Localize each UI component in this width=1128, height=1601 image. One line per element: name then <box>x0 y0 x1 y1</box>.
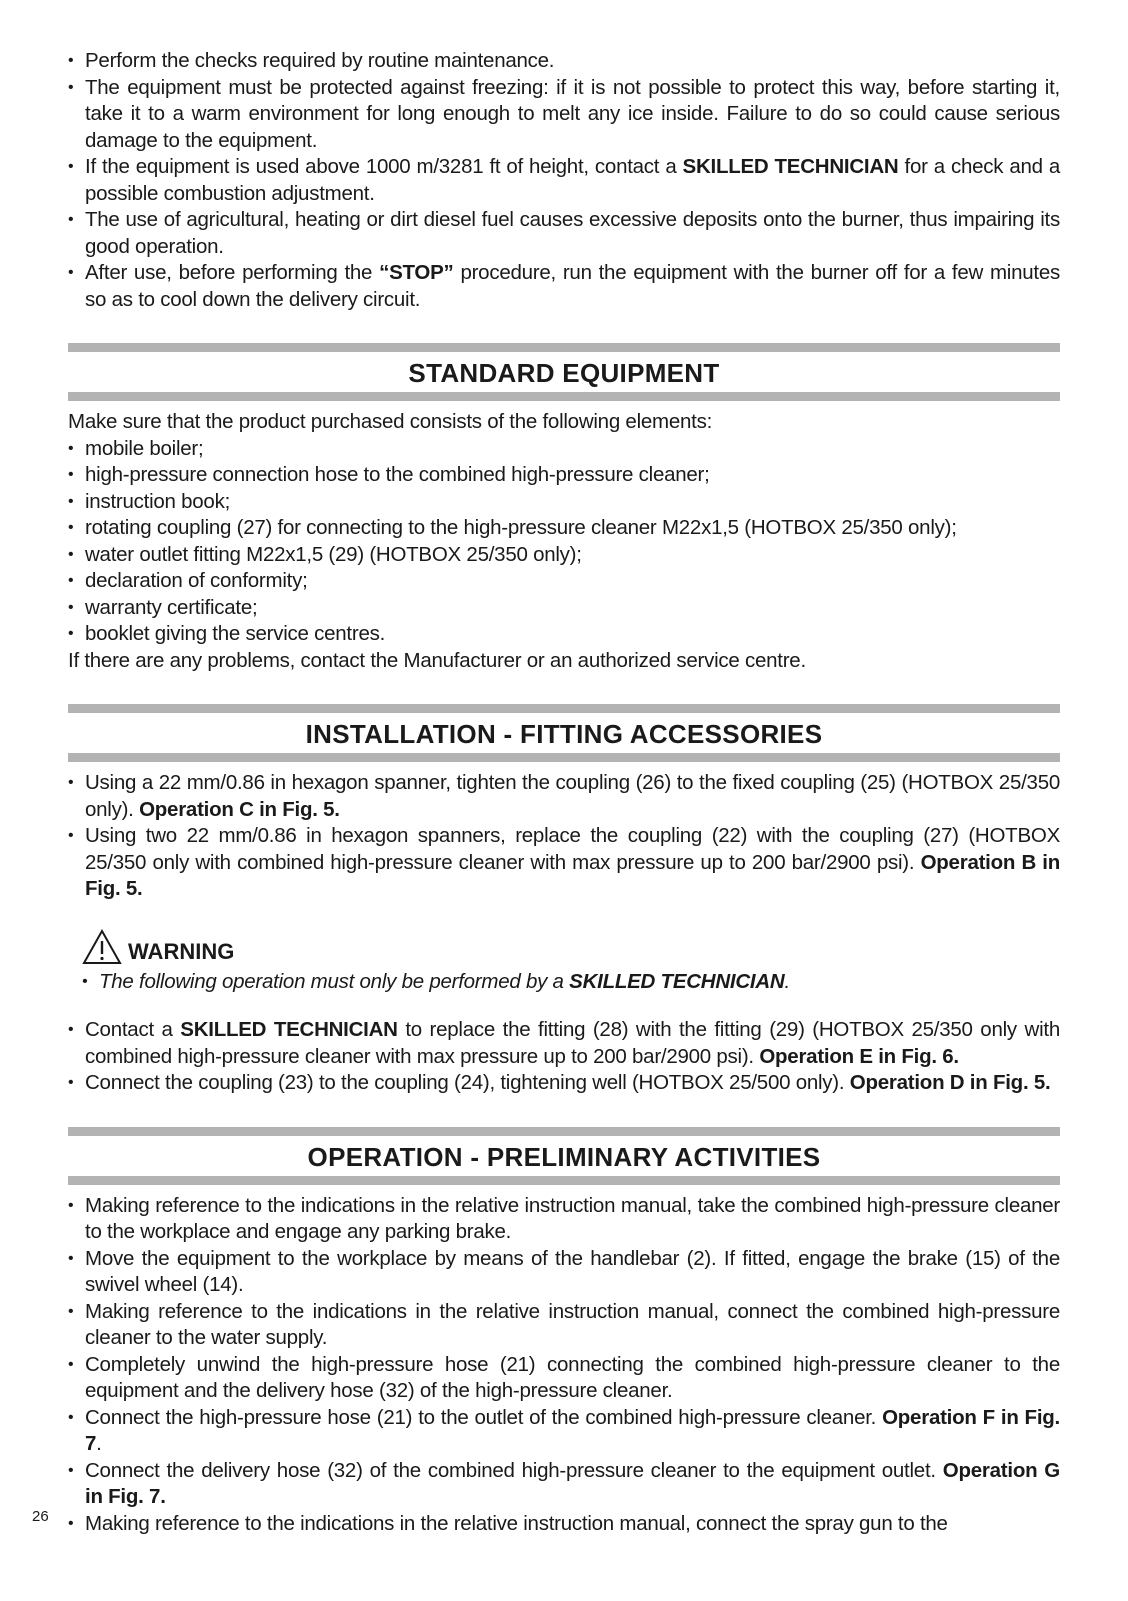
equipment-list <box>68 436 1060 648</box>
section-rule-top <box>68 704 1060 713</box>
operation-list <box>68 1193 1060 1538</box>
list-item: • Making reference to the indications in the relative instruction manual, connect the spray gun to the <box>68 1511 1060 1538</box>
list-item: • Completely unwind the high-pressure hose (21) connecting the combined high-pressure cleaner to the equipment and the delivery hose (32) of the high-pressure cleaner. <box>68 1352 1060 1405</box>
list-item: • water outlet fitting M22x1,5 (29) (HOTBOX 25/350 only); <box>68 542 1060 569</box>
standard-equipment-section <box>68 343 1060 674</box>
list-item: • Connect the high-pressure hose (21) to the outlet of the combined high-pressure cleaner. Operation F in Fig. 7. <box>68 1405 1060 1458</box>
list-item: • rotating coupling (27) for connecting to the high-pressure cleaner M22x1,5 (HOTBOX 25/350 only); <box>68 515 1060 542</box>
operation-section <box>68 1127 1060 1538</box>
section-rule-top <box>68 343 1060 352</box>
warning-title: WARNING <box>128 938 235 964</box>
installation-list-continued <box>68 1017 1060 1097</box>
warning-box <box>82 925 1060 996</box>
list-item: • Connect the coupling (23) to the coupling (24), tightening well (HOTBOX 25/500 only). Operation D in Fig. 5. <box>68 1070 1060 1097</box>
list-item: • Contact a SKILLED TECHNICIAN to replace the fitting (28) with the fitting (29) (HOTBOX 25/350 only with combined high-pressure cleaner with max pressure up to 200 bar/2900 psi). Operation E in Fig. 6. <box>68 1017 1060 1070</box>
list-item: • declaration of conformity; <box>68 568 1060 595</box>
section-rule-bottom <box>68 1176 1060 1185</box>
list-item: • Using two 22 mm/0.86 in hexagon spanners, replace the coupling (22) with the coupling (27) (HOTBOX 25/350 only with combined high-pressure cleaner with max pressure up to 200 bar/2900 psi). Operation B in Fig. 5. <box>68 823 1060 903</box>
list-item: • instruction book; <box>68 489 1060 516</box>
list-item: • After use, before performing the “STOP” procedure, run the equipment with the burner off for a few minutes so as to cool down the delivery circuit. <box>68 260 1060 313</box>
section-intro: Make sure that the product purchased consists of the following elements: <box>68 410 713 433</box>
list-item: • The equipment must be protected against freezing: if it is not possible to protect this way, before starting it, take it to a warm environment for long enough to melt any ice inside. Failure to do so could cause serious damage to the equipment. <box>68 75 1060 155</box>
section-title: INSTALLATION - FITTING ACCESSORIES <box>305 719 823 749</box>
list-item: • high-pressure connection hose to the combined high-pressure cleaner; <box>68 462 1060 489</box>
list-item: • If the equipment is used above 1000 m/3281 ft of height, contact a SKILLED TECHNICIAN for a check and a possible combustion adjustment. <box>68 154 1060 207</box>
list-item: • The use of agricultural, heating or dirt diesel fuel causes excessive deposits onto the burner, thus impairing its good operation. <box>68 207 1060 260</box>
warning-triangle-icon <box>82 929 122 965</box>
list-item: • Perform the checks required by routine maintenance. <box>68 48 1060 75</box>
list-item: • booklet giving the service centres. <box>68 621 1060 648</box>
warning-text: • The following operation must only be performed by a SKILLED TECHNICIAN. <box>82 969 1060 996</box>
page-number: 26 <box>32 1508 49 1525</box>
list-item: • Move the equipment to the workplace by means of the handlebar (2). If fitted, engage the brake (15) of the swivel wheel (14). <box>68 1246 1060 1299</box>
section-rule-bottom <box>68 392 1060 401</box>
list-item: • Connect the delivery hose (32) of the combined high-pressure cleaner to the equipment outlet. Operation G in Fig. 7. <box>68 1458 1060 1511</box>
list-item: • mobile boiler; <box>68 436 1060 463</box>
installation-section <box>68 704 1060 1097</box>
section-title: OPERATION - PRELIMINARY ACTIVITIES <box>307 1141 821 1172</box>
list-item: • Making reference to the indications in the relative instruction manual, take the combined high-pressure cleaner to the workplace and engage any parking brake. <box>68 1193 1060 1246</box>
installation-list <box>68 770 1060 903</box>
list-item: • warranty certificate; <box>68 595 1060 622</box>
manual-page <box>68 48 1060 1537</box>
list-item: • Using a 22 mm/0.86 in hexagon spanner, tighten the coupling (26) to the fixed coupling (25) (HOTBOX 25/350 only). Operation C in Fig. 5. <box>68 770 1060 823</box>
section-title: STANDARD EQUIPMENT <box>408 358 720 388</box>
list-item: • Making reference to the indications in the relative instruction manual, connect the combined high-pressure cleaner to the water supply. <box>68 1299 1060 1352</box>
section-rule-top <box>68 1127 1060 1136</box>
section-rule-bottom <box>68 753 1060 762</box>
section-outro: If there are any problems, contact the Manufacturer or an authorized service centre. <box>68 648 806 672</box>
intro-list <box>68 48 1060 313</box>
